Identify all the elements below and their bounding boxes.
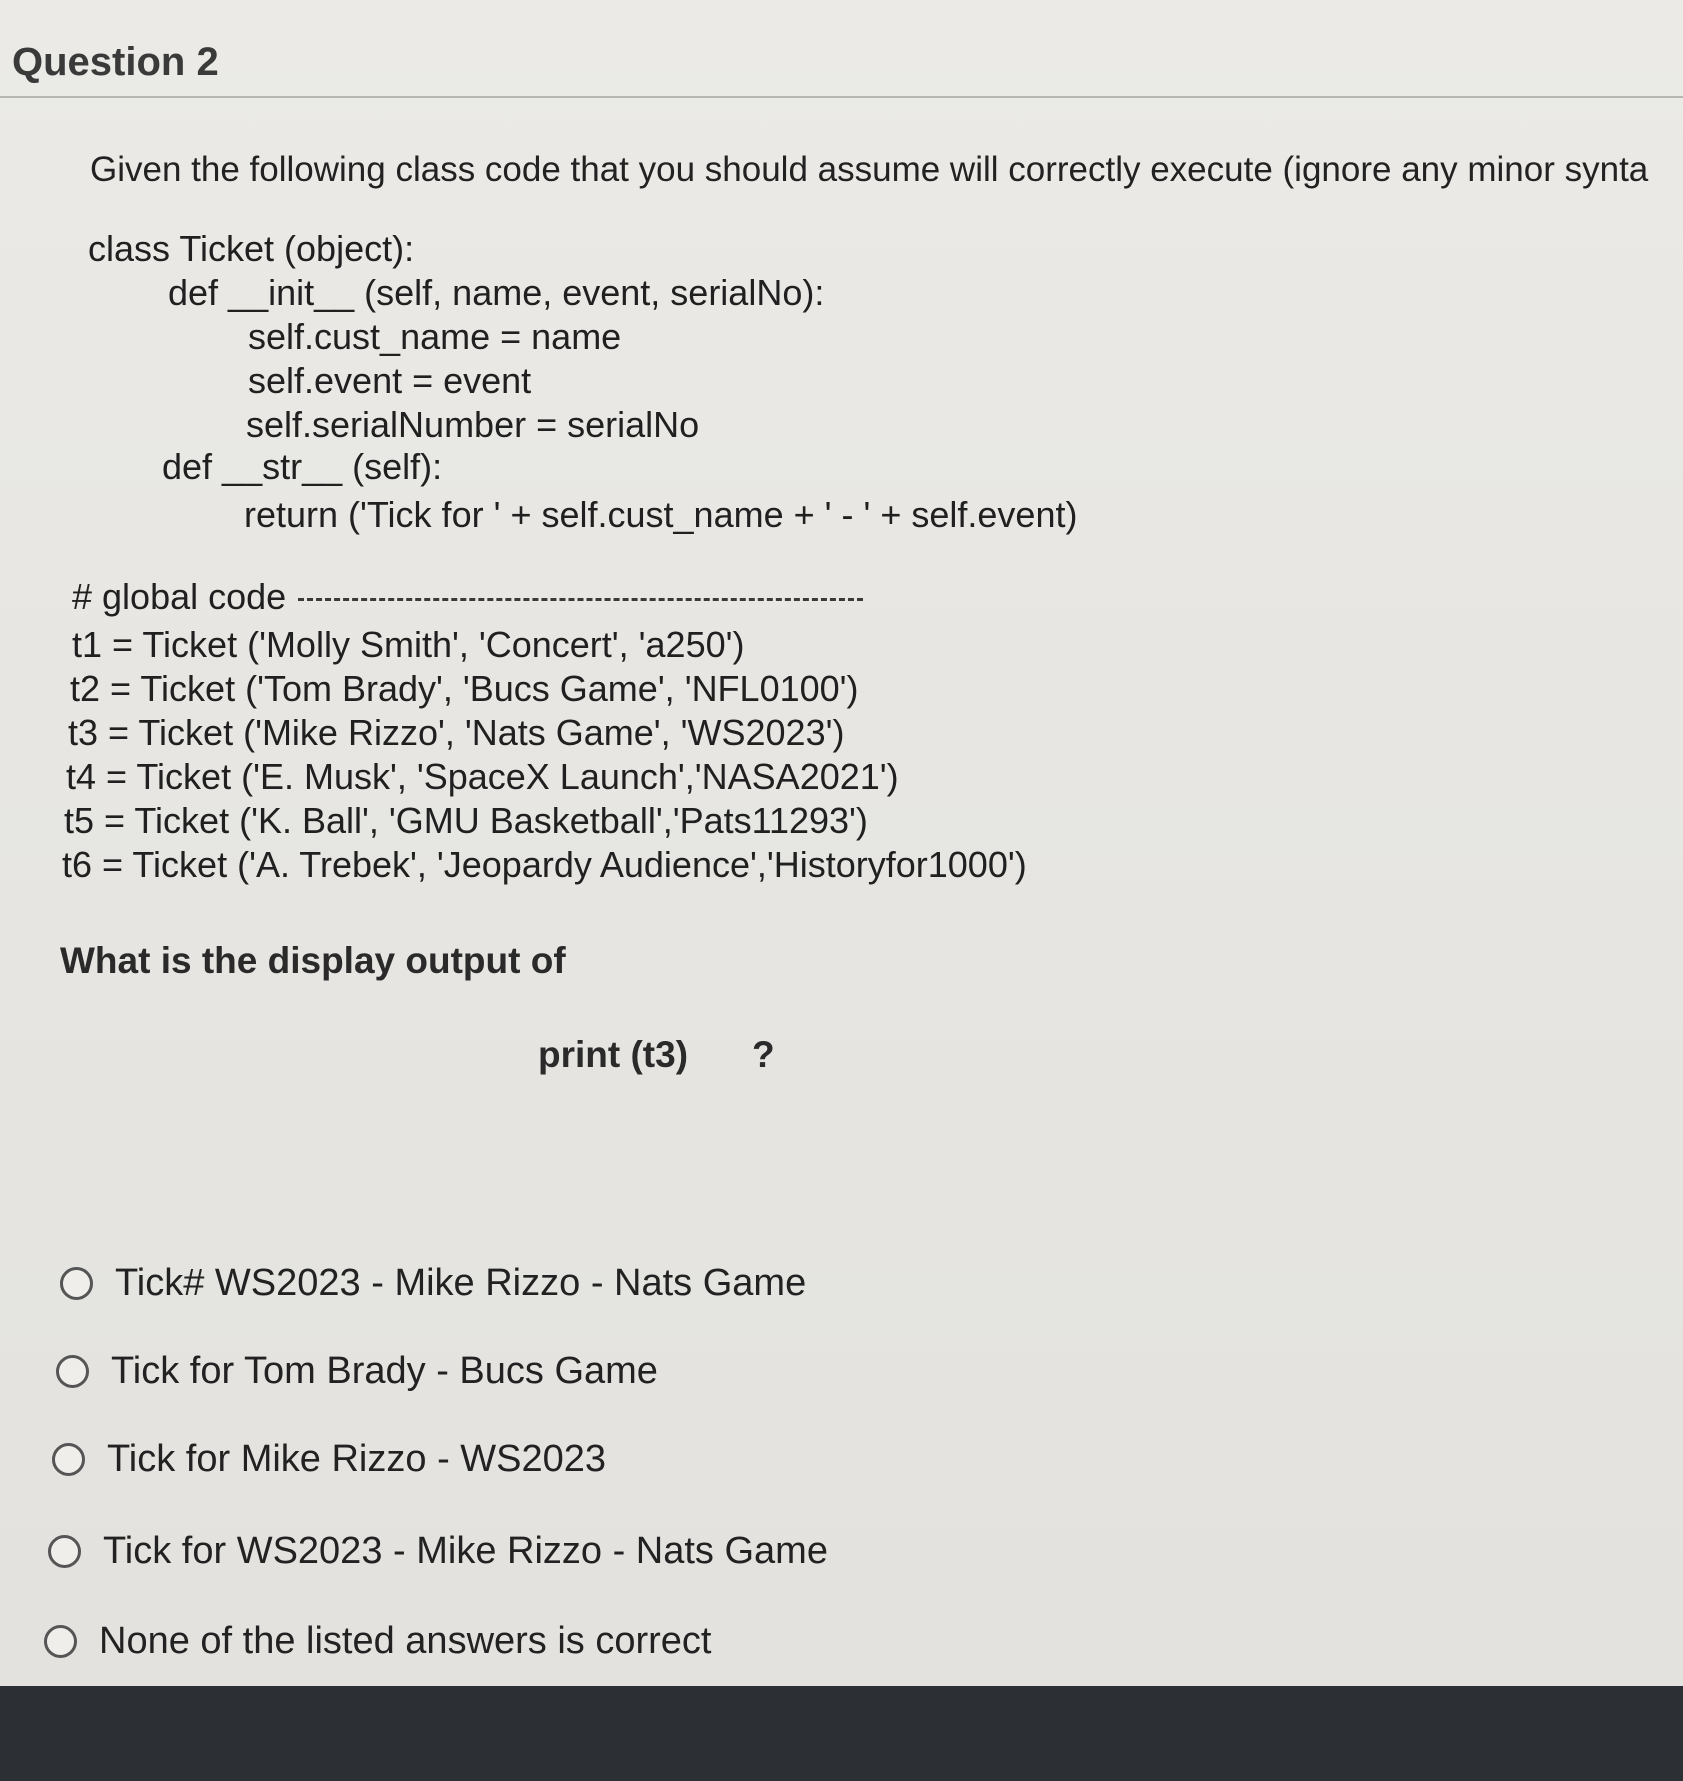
code-line-t2: t2 = Ticket ('Tom Brady', 'Bucs Game', 'NFL0100') (70, 668, 859, 709)
comment-separator (298, 598, 863, 601)
radio-button-icon[interactable] (44, 1625, 77, 1658)
code-line-t5: t5 = Ticket ('K. Ball', 'GMU Basketball','Pats11293') (64, 800, 868, 841)
code-line-def-init: def __init__ (self, name, event, serialNo): (168, 272, 825, 313)
question-text: What is the display output of (60, 940, 566, 981)
radio-button-icon[interactable] (60, 1267, 93, 1300)
code-line-t4: t4 = Ticket ('E. Musk', 'SpaceX Launch','NASA2021') (66, 756, 899, 797)
code-line-t3: t3 = Ticket ('Mike Rizzo', 'Nats Game', 'WS2023') (68, 712, 845, 753)
code-line-t1: t1 = Ticket ('Molly Smith', 'Concert', 'a250') (72, 624, 745, 665)
answer-label: Tick for Mike Rizzo - WS2023 (107, 1438, 607, 1480)
question-mark: ? (752, 1034, 775, 1075)
answer-option-2[interactable] (56, 1350, 658, 1393)
bottom-bar (0, 1686, 1683, 1781)
code-line-assign-serial: self.serialNumber = serialNo (246, 404, 700, 445)
code-line-class: class Ticket (object): (88, 228, 415, 269)
answer-label: Tick for Tom Brady - Bucs Game (111, 1350, 658, 1392)
header-divider (0, 96, 1683, 98)
answer-option-1[interactable] (60, 1262, 806, 1305)
answer-option-3[interactable] (52, 1438, 606, 1481)
answer-option-5[interactable] (44, 1620, 712, 1663)
code-line-def-str: def __str__ (self): (162, 446, 443, 487)
radio-button-icon[interactable] (52, 1443, 85, 1476)
global-comment-text: # global code (72, 576, 287, 617)
question-title: Question 2 (12, 40, 219, 84)
code-line-t6: t6 = Ticket ('A. Trebek', 'Jeopardy Audience','Historyfor1000') (62, 844, 1027, 885)
question-prompt: Given the following class code that you should assume will correctly execute (ignore any minor synta (90, 150, 1649, 189)
answer-label: None of the listed answers is correct (99, 1620, 712, 1662)
code-line-assign-event: self.event = event (248, 360, 532, 401)
answer-label: Tick# WS2023 - Mike Rizzo - Nats Game (115, 1262, 807, 1304)
code-line-return: return ('Tick for ' + self.cust_name + ' - ' + self.event) (244, 494, 1078, 535)
answer-label: Tick for WS2023 - Mike Rizzo - Nats Game (103, 1530, 828, 1572)
code-line-global-comment (72, 576, 863, 618)
radio-button-icon[interactable] (56, 1355, 89, 1388)
print-call: print (t3) (538, 1034, 689, 1075)
answer-option-4[interactable] (48, 1530, 828, 1573)
radio-button-icon[interactable] (48, 1535, 81, 1568)
code-line-assign-name: self.cust_name = name (248, 316, 622, 357)
